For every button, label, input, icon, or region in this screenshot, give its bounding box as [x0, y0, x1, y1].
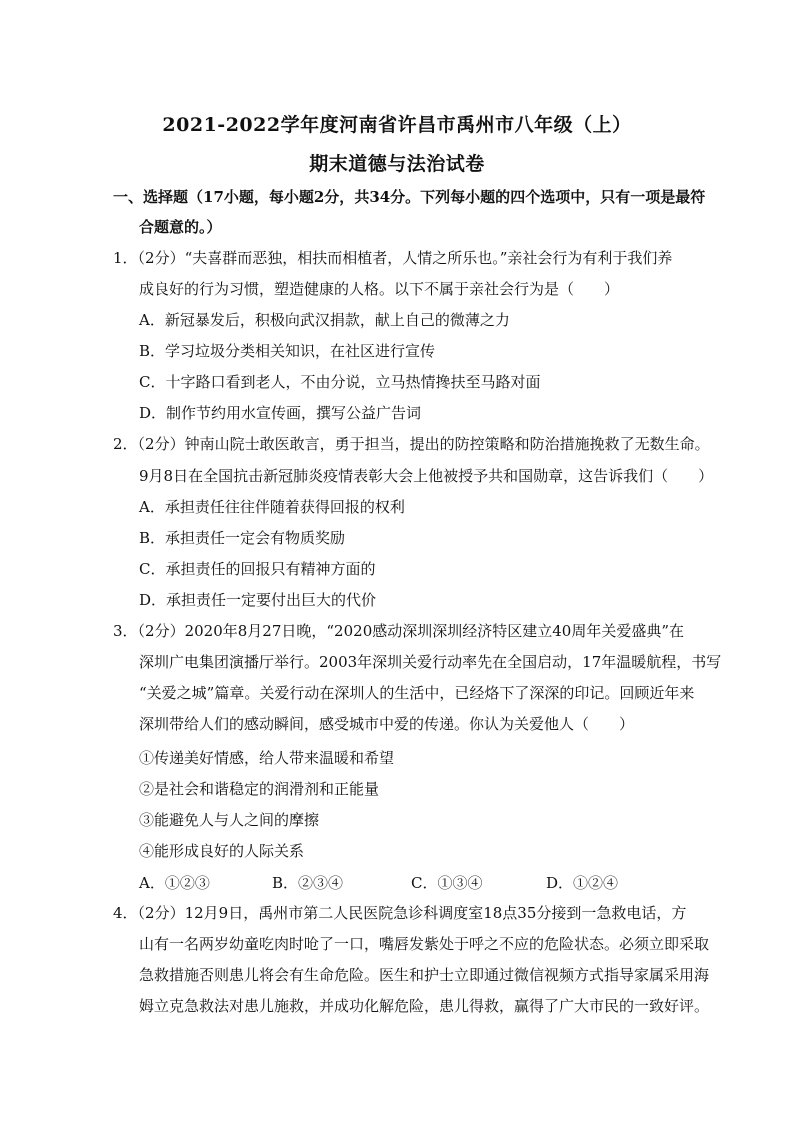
q2-option-a: A．承担责任往往伴随着获得回报的权利	[139, 498, 405, 516]
q3-statement-4: ④能形成良好的人际关系	[139, 842, 305, 860]
q3-stem-line4: 深圳带给人们的感动瞬间，感受城市中爱的传递。你认为关爱他人（ ）	[139, 715, 635, 733]
section-heading-line2: 合题意的。）	[139, 218, 222, 236]
exam-title-line2: 期末道德与法治试卷	[309, 153, 485, 175]
q3-stem-line3: “关爱之城”篇章。关爱行动在深圳人的生活中，已经烙下了深深的印记。回顾近年来	[139, 684, 695, 702]
q1-stem-line2: 成良好的行为习惯，塑造健康的人格。以下不属于亲社会行为是（ ）	[139, 280, 620, 298]
q4-stem-line1: 4．（2分）12月9日，禹州市第二人民医院急诊科调度室18点35分接到一急救电话，方	[113, 904, 687, 922]
q1-stem-line1: 1．（2分）“夫喜群而恶独，相扶而相植者，人情之所乐也。”亲社会行为有利于我们养	[113, 249, 673, 267]
section-heading-line1: 一、选择题（17小题，每小题2分，共34分。下列每小题的四个选项中，只有一项是最符	[113, 188, 706, 206]
q1-option-d: D．制作节约用水宣传画，撰写公益广告词	[139, 404, 422, 422]
q3-statement-1: ①传递美好情感，给人带来温暖和希望	[139, 749, 395, 767]
q4-stem-line2: 山有一名两岁幼童吃肉时呛了一口，嘴唇发紫处于呼之不应的危险状态。必须立即采取	[139, 935, 710, 953]
q2-option-d: D．承担责任一定要付出巨大的代价	[139, 591, 377, 609]
q3-stem-line2: 深圳广电集团演播厅举行。2003年深圳关爱行动率先在全国启动，17年温暖航程，书写	[139, 653, 722, 671]
q1-option-c: C．十字路口看到老人，不由分说，立马热情搀扶至马路对面	[139, 373, 541, 391]
q2-stem-line1: 2．（2分）钟南山院士敢医敢言，勇于担当，提出的防控策略和防治措施挽救了无数生命。	[113, 435, 710, 453]
q3-option-c: C．①③④	[411, 874, 483, 892]
q3-stem-line1: 3．（2分）2020年8月27日晚，“2020感动深圳深圳经济特区建立40周年关爱盛典”在	[113, 622, 684, 640]
q1-option-b: B．学习垃圾分类相关知识，在社区进行宣传	[139, 342, 436, 360]
q1-option-a: A．新冠暴发后，积极向武汉捐款，献上自己的微薄之力	[139, 311, 510, 329]
q3-options	[139, 872, 659, 892]
q3-option-d: D．①②④	[546, 874, 619, 892]
q3-statement-3: ③能避免人与人之间的摩擦	[139, 811, 320, 829]
exam-title-line1: 2021-2022学年度河南省许昌市禹州市八年级（上）	[162, 114, 632, 136]
q2-option-b: B．承担责任一定会有物质奖励	[139, 529, 346, 547]
q3-option-a: A．①②③	[139, 874, 210, 892]
q2-option-c: C．承担责任的回报只有精神方面的	[139, 560, 376, 578]
q4-stem-line3: 急救措施否则患儿将会有生命危险。医生和护士立即通过微信视频方式指导家属采用海	[139, 966, 710, 984]
q3-option-b: B．②③④	[272, 874, 344, 892]
q2-stem-line2: 9月8日在全国抗击新冠肺炎疫情表彰大会上他被授予共和国勋章，这告诉我们（ ）	[139, 467, 714, 485]
q3-statement-2: ②是社会和谐稳定的润滑剂和正能量	[139, 780, 380, 798]
q4-stem-line4: 姆立克急救法对患儿施救，并成功化解危险，患儿得救，赢得了广大市民的一致好评。	[139, 997, 710, 1015]
